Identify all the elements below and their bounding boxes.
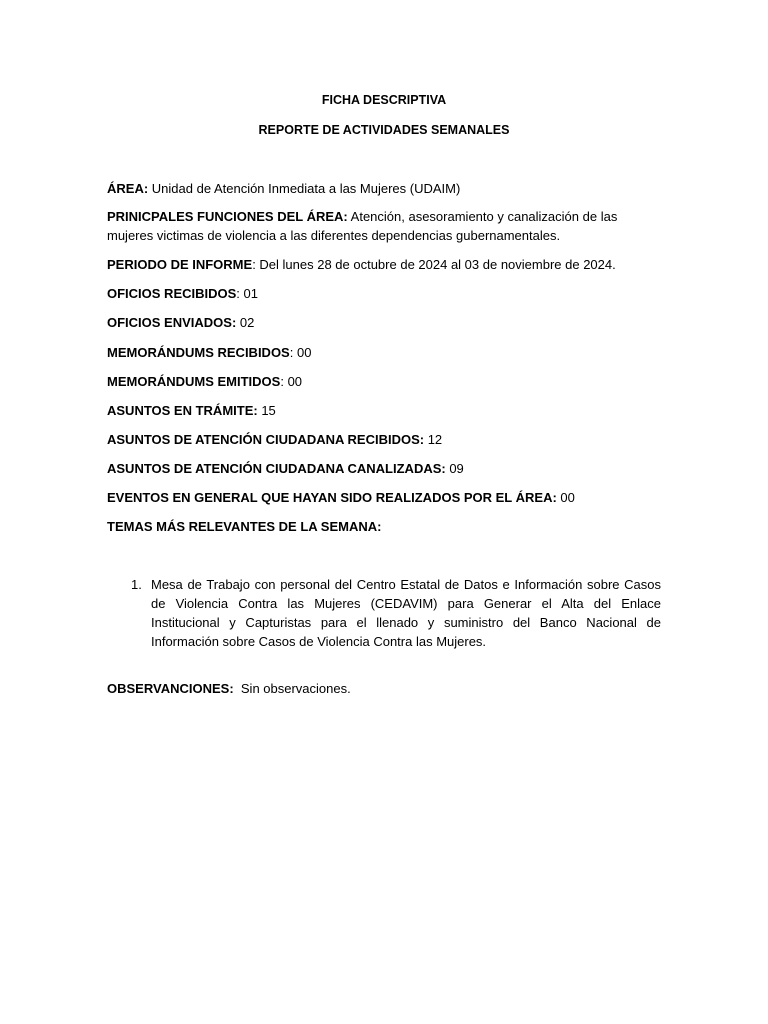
field-area-label: ÁREA: (107, 181, 149, 196)
temas-list (131, 575, 661, 651)
field-atencion-recibidos-value: 12 (424, 432, 443, 447)
field-memorandums-recibidos (107, 343, 667, 362)
field-observaciones-label: OBSERVANCIONES: (107, 681, 234, 696)
field-memorandums-emitidos-label: MEMORÁNDUMS EMITIDOS (107, 374, 281, 389)
field-atencion-recibidos-label: ASUNTOS DE ATENCIÓN CIUDADANA RECIBIDOS: (107, 432, 425, 447)
field-periodo-value: : Del lunes 28 de octubre de 2024 al 03 de noviembre de 2024. (252, 257, 616, 272)
field-memorandums-recibidos-value: : 00 (289, 345, 312, 360)
field-atencion-recibidos (107, 430, 667, 449)
field-eventos-label: EVENTOS EN GENERAL QUE HAYAN SIDO REALIZADOS POR EL ÁREA: (107, 490, 557, 505)
field-oficios-recibidos (107, 284, 667, 303)
field-asuntos-tramite-value: 15 (257, 403, 276, 418)
field-memorandums-emitidos-value: : 00 (280, 374, 303, 389)
field-eventos-value: 00 (556, 490, 575, 505)
field-funciones (107, 207, 667, 245)
field-oficios-enviados (107, 313, 667, 332)
field-oficios-recibidos-label: OFICIOS RECIBIDOS (107, 286, 237, 301)
field-temas (107, 517, 667, 536)
field-memorandums-recibidos-label: MEMORÁNDUMS RECIBIDOS (107, 345, 290, 360)
field-oficios-recibidos-value: : 01 (236, 286, 258, 301)
list-item (131, 575, 661, 651)
field-periodo (107, 255, 667, 274)
document-title: FICHA DESCRIPTIVA (321, 93, 447, 107)
field-temas-label: TEMAS MÁS RELEVANTES DE LA SEMANA: (107, 519, 382, 534)
list-item-number: 1. (131, 577, 142, 592)
field-observaciones (107, 679, 667, 698)
field-funciones-value: Atención, asesoramiento y canalización de las mujeres victimas de violencia a las diferentes dependencias gubernamentales. (107, 209, 618, 243)
field-atencion-canalizadas-label: ASUNTOS DE ATENCIÓN CIUDADANA CANALIZADAS: (107, 461, 446, 476)
field-asuntos-tramite (107, 401, 667, 420)
list-item-text: Mesa de Trabajo con personal del Centro Estatal de Datos e Información sobre Casos de Violencia Contra las Mujeres (CEDAVIM) para Generar el Alta del Enlace Institucional y Capturistas para el llenado y suministro del Banco Nacional de Información sobre Casos de Violencia Contra las Mujeres. (151, 577, 661, 649)
field-atencion-canalizadas (107, 459, 667, 478)
field-eventos (107, 488, 667, 507)
field-asuntos-tramite-label: ASUNTOS EN TRÁMITE: (107, 403, 258, 418)
field-memorandums-emitidos (107, 372, 667, 391)
field-oficios-enviados-label: OFICIOS ENVIADOS: (107, 315, 237, 330)
field-oficios-enviados-value: 02 (236, 315, 255, 330)
field-area (107, 179, 667, 198)
field-atencion-canalizadas-value: 09 (445, 461, 464, 476)
document-subtitle: REPORTE DE ACTIVIDADES SEMANALES (258, 123, 510, 137)
field-funciones-label: PRINICPALES FUNCIONES DEL ÁREA: (107, 209, 348, 224)
field-area-value: Unidad de Atención Inmediata a las Mujeres (UDAIM) (148, 181, 461, 196)
field-observaciones-value: Sin observaciones. (233, 681, 351, 696)
field-periodo-label: PERIODO DE INFORME (107, 257, 253, 272)
